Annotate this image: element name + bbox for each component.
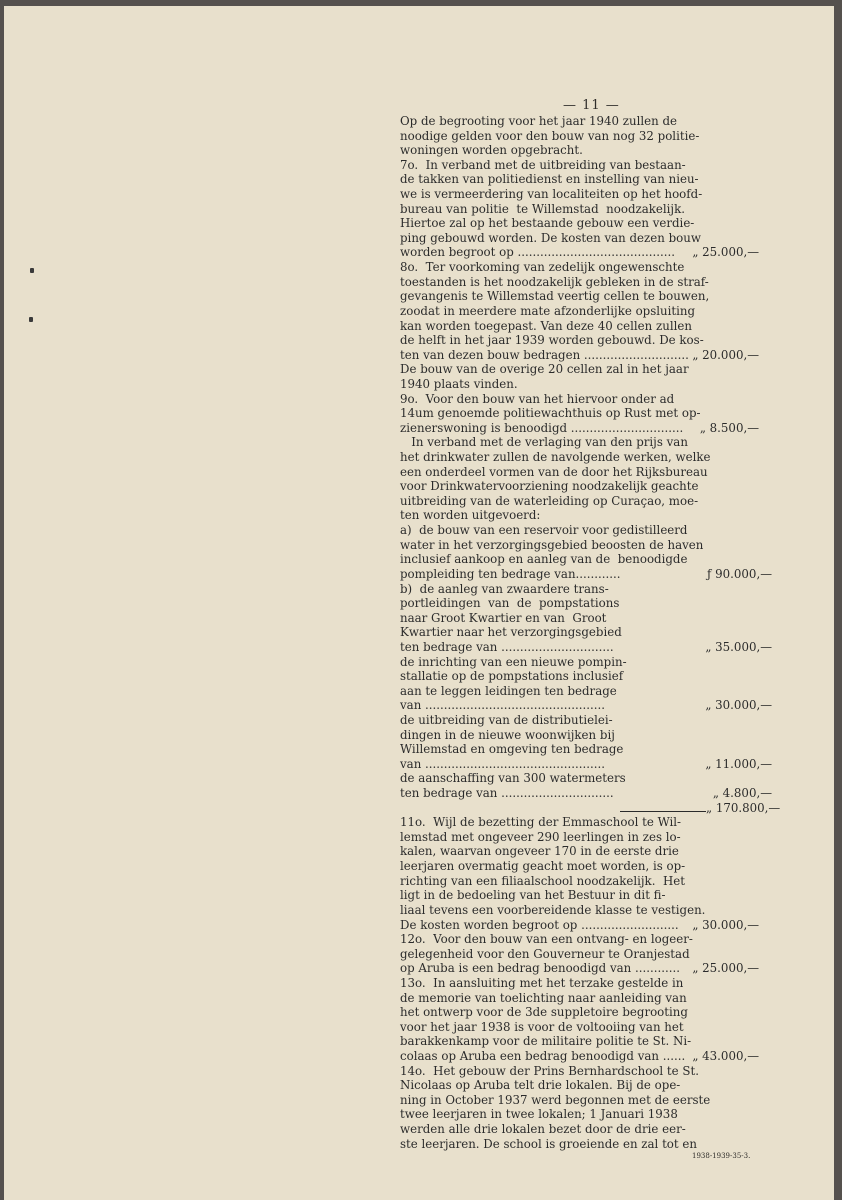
line-text: De bouw van de overige 20 cellen zal in het jaar — [400, 362, 689, 377]
line-text: Willemstad en omgeving ten bedrage — [400, 742, 624, 757]
text-line — [400, 377, 772, 392]
line-text: a) de bouw van een reservoir voor gedistilleerd — [400, 523, 688, 538]
sub-amount: „ 4.800,— — [712, 786, 772, 801]
line-text: 11o. Wijl de bezetting der Emmaschool te Wil- — [400, 815, 682, 830]
amount: „ 25.000,— — [692, 245, 759, 260]
line-text: portleidingen van de pompstations — [400, 596, 620, 611]
line-text: woningen worden opgebracht. — [400, 143, 583, 158]
line-text: barakkenkamp voor de militaire politie te St. Ni- — [400, 1034, 692, 1049]
amount: „ 25.000,— — [692, 961, 759, 976]
line-text: ligt in de bedoeling van het Bestuur in dit fi- — [400, 888, 666, 903]
text-line — [400, 815, 772, 830]
line-text: 14o. Het gebouw der Prins Bernhardschool te St. — [400, 1063, 699, 1078]
line-text: 12o. Voor den bouw van een ontvang- en logeer- — [400, 932, 693, 947]
line-text: inclusief aankoop en aanleg van de benoodigde — [400, 552, 688, 567]
text-line — [400, 319, 772, 334]
text-line — [400, 991, 772, 1006]
text-line — [400, 421, 772, 436]
text-line — [400, 508, 772, 523]
sub-amount: „ 11.000,— — [705, 756, 772, 771]
line-text: Kwartier naar het verzorgingsgebied — [400, 625, 622, 640]
text-line — [400, 640, 772, 655]
text-line — [400, 245, 772, 260]
text-line — [400, 1107, 772, 1122]
line-text: kalen, waarvan ongeveer 170 in de eerste drie — [400, 844, 679, 859]
text-line — [400, 172, 772, 187]
line-text: Op de begrooting voor het jaar 1940 zullen de — [400, 114, 678, 128]
line-text: noodige gelden voor den bouw van nog 32 politie- — [400, 128, 700, 143]
text-line — [400, 129, 772, 144]
line-text: de takken van politiedienst en instelling van nieu- — [400, 172, 699, 187]
line-text: we is vermeerdering van localiteiten op het hoofd- — [400, 187, 703, 202]
line-text: naar Groot Kwartier en van Groot — [400, 610, 607, 625]
text-line — [400, 1020, 772, 1035]
text-line — [400, 903, 772, 918]
text-line — [400, 552, 772, 567]
text-line — [400, 143, 772, 158]
footer-code: 1938-1939-35-3. — [692, 1152, 751, 1160]
text-line — [400, 1122, 772, 1137]
text-line — [400, 187, 772, 202]
text-line — [400, 465, 772, 480]
text-line — [400, 742, 772, 757]
line-text: 13o. In aansluiting met het terzake gestelde in — [400, 975, 684, 990]
text-line — [400, 713, 772, 728]
line-text: De kosten worden begroot op .......................... — [400, 917, 679, 932]
text-line — [400, 976, 772, 991]
line-text: de aanschaffing van 300 watermeters — [400, 771, 626, 786]
text-line — [400, 800, 781, 816]
line-text: ten worden uitgevoerd: — [400, 508, 541, 523]
line-text: ste leerjaren. De school is groeiende en zal tot en — [400, 1136, 697, 1151]
line-text: van ................................................ — [400, 698, 606, 713]
line-text: het ontwerp voor de 3de suppletoire begrooting — [400, 1005, 688, 1020]
text-line — [400, 289, 772, 304]
line-text: het drinkwater zullen de navolgende werken, welke — [400, 450, 711, 465]
line-text: worden begroot op .......................................... — [400, 245, 676, 260]
text-line — [400, 158, 772, 173]
text-line — [400, 1093, 772, 1108]
text-line — [400, 362, 772, 377]
line-text: ten bedrage van .............................. — [400, 639, 614, 654]
line-text: zienerswoning is benoodigd .............................. — [400, 420, 684, 435]
text-line — [400, 830, 772, 845]
text-line — [400, 275, 772, 290]
text-line — [400, 947, 772, 962]
text-line — [400, 844, 772, 859]
text-line — [400, 918, 772, 933]
text-line — [400, 874, 772, 889]
page-number: — 11 — — [563, 98, 620, 113]
line-text: Hiertoe zal op het bestaande gebouw een verdie- — [400, 216, 695, 231]
text-line — [400, 961, 772, 976]
line-text: zoodat in meerdere mate afzonderlijke opsluiting — [400, 303, 696, 318]
line-text: water in het verzorgingsgebied beoosten de haven — [400, 537, 704, 552]
line-text: lemstad met ongeveer 290 leerlingen in zes lo- — [400, 829, 681, 844]
amount: „ 8.500,— — [699, 420, 759, 435]
line-text: 1940 plaats vinden. — [400, 376, 518, 391]
text-line — [400, 888, 772, 903]
text-line — [400, 684, 772, 699]
body-text — [400, 114, 781, 1151]
text-line — [400, 1005, 772, 1020]
line-text: gevangenis te Willemstad veertig cellen te bouwen, — [400, 289, 710, 304]
text-line — [400, 392, 772, 407]
text-line — [400, 1034, 772, 1049]
text-line — [400, 304, 772, 319]
amount: „ 20.000,— — [692, 347, 759, 362]
text-line — [400, 669, 772, 684]
text-line — [400, 202, 772, 217]
text-line — [400, 698, 772, 713]
line-text: 14um genoemde politiewachthuis op Rust met op- — [400, 406, 701, 421]
line-text: voor het jaar 1938 is voor de voltooiing van het — [400, 1019, 684, 1034]
line-text: voor Drinkwatervoorziening noodzakelijk geachte — [400, 479, 699, 494]
text-line — [400, 1064, 772, 1079]
document-page — [4, 6, 834, 1200]
line-text: bureau van politie te Willemstad noodzakelijk. — [400, 201, 685, 216]
text-line — [400, 260, 772, 275]
line-text: colaas op Aruba een bedrag benoodigd van ...... — [400, 1049, 686, 1063]
line-text: een onderdeel vormen van de door het Rijksbureau — [400, 464, 708, 479]
line-text: dingen in de nieuwe woonwijken bij — [400, 727, 615, 742]
line-text: de helft in het jaar 1939 worden gebouwd. De kos- — [400, 333, 704, 348]
line-text: op Aruba is een bedrag benoodigd van ............ — [400, 961, 680, 976]
line-text: van ................................................ — [400, 756, 606, 771]
line-text: Nicolaas op Aruba telt drie lokalen. Bij de ope- — [400, 1078, 681, 1093]
text-line — [400, 611, 772, 626]
line-text: kan worden toegepast. Van deze 40 cellen zullen — [400, 318, 692, 333]
line-text: liaal tevens een voorbereidende klasse te vestigen. — [400, 902, 706, 917]
text-line — [400, 216, 772, 231]
text-line — [400, 435, 772, 450]
line-text: stallatie op de pompstations inclusief — [400, 669, 624, 684]
line-text: de inrichting van een nieuwe pompin- — [400, 654, 627, 669]
subtotal-rule — [620, 802, 706, 812]
line-text: 7o. In verband met de uitbreiding van bestaan- — [400, 157, 686, 172]
text-line — [400, 771, 772, 786]
line-text: aan te leggen leidingen ten bedrage — [400, 683, 617, 698]
text-line — [400, 333, 772, 348]
text-line — [400, 596, 772, 611]
sub-amount: ƒ 90.000,— — [707, 566, 772, 581]
line-text: leerjaren overmatig geacht moet worden, is op- — [400, 859, 686, 874]
amount: „ 30.000,— — [692, 917, 759, 932]
amount: „ 170.800,— — [706, 800, 781, 815]
text-line — [400, 567, 772, 582]
line-text: b) de aanleg van zwaardere trans- — [400, 581, 609, 596]
paper-speck — [29, 317, 33, 322]
text-line — [400, 406, 772, 421]
text-line — [400, 786, 772, 801]
text-line — [400, 538, 772, 553]
text-line — [400, 114, 772, 129]
text-line — [400, 348, 772, 363]
text-line — [400, 1137, 772, 1152]
line-text: gelegenheid voor den Gouverneur te Oranjestad — [400, 946, 690, 961]
text-line — [400, 859, 772, 874]
line-text: werden alle drie lokalen bezet door de drie eer- — [400, 1122, 686, 1137]
text-line — [400, 728, 772, 743]
sub-amount: „ 35.000,— — [705, 639, 772, 654]
text-line — [400, 1049, 772, 1064]
line-text: ten bedrage van .............................. — [400, 786, 614, 801]
amount: „ 43.000,— — [692, 1049, 759, 1063]
line-text: uitbreiding van de waterleiding op Curaçao, moe- — [400, 493, 699, 508]
line-text: ten van dezen bouw bedragen ............................ — [400, 347, 689, 362]
text-line — [400, 494, 772, 509]
line-text: toestanden is het noodzakelijk gebleken in de straf- — [400, 274, 709, 289]
line-text: de uitbreiding van de distributielei- — [400, 712, 613, 727]
line-text: In verband met de verlaging van den prijs van — [400, 435, 688, 450]
text-line — [400, 582, 772, 597]
sub-amount: „ 30.000,— — [705, 698, 772, 713]
text-line — [400, 450, 772, 465]
text-line — [400, 1078, 772, 1093]
text-line — [400, 757, 772, 772]
line-text: ping gebouwd worden. De kosten van dezen bouw — [400, 230, 701, 245]
text-line — [400, 932, 772, 947]
line-text: richting van een filiaalschool noodzakelijk. Het — [400, 873, 685, 888]
line-text: twee leerjaren in twee lokalen; 1 Januari 1938 — [400, 1107, 678, 1122]
line-text: de memorie van toelichting naar aanleiding van — [400, 990, 687, 1005]
line-text: ning in October 1937 werd begonnen met de eerste — [400, 1092, 711, 1107]
text-line — [400, 231, 772, 246]
text-line — [400, 523, 772, 538]
text-line — [400, 479, 772, 494]
text-line — [400, 655, 772, 670]
line-text: pompleiding ten bedrage van............ — [400, 566, 621, 581]
line-text: 8o. Ter voorkoming van zedelijk ongewenschte — [400, 260, 685, 275]
text-line — [400, 625, 772, 640]
paper-speck — [30, 268, 34, 273]
line-text: 9o. Voor den bouw van het hiervoor onder ad — [400, 391, 675, 406]
